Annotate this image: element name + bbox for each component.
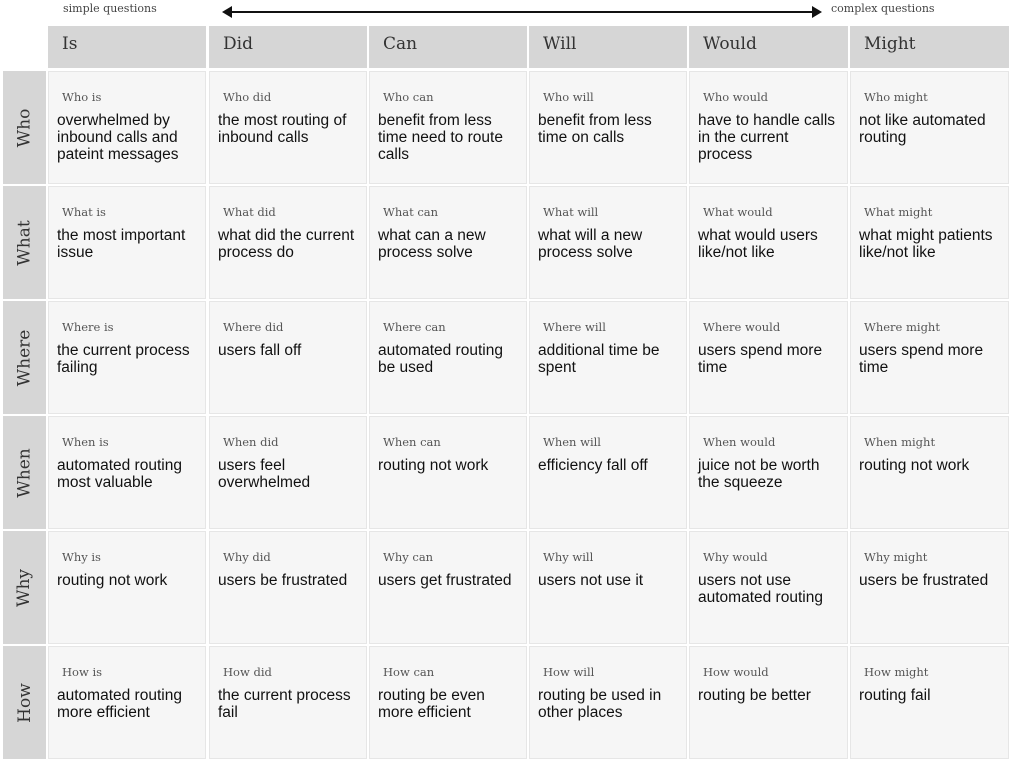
cell-question-text: juice not be worth the squeeze xyxy=(698,457,820,491)
cell-question-label: How is xyxy=(62,665,103,679)
cell-question-label: Why is xyxy=(62,550,101,564)
cell-question-label: How would xyxy=(703,665,769,679)
row-header-label: How xyxy=(14,682,35,723)
cell-question-text: efficiency fall off xyxy=(538,457,648,474)
matrix-cell xyxy=(369,646,527,759)
cell-question-text: benefit from less time need to route calls xyxy=(378,112,503,163)
matrix-cell xyxy=(689,531,848,644)
cell-question-label: When might xyxy=(864,435,936,449)
cell-question-text: what did the current process do xyxy=(218,227,355,261)
cell-question-text: routing be even more efficient xyxy=(378,687,485,721)
matrix-cell xyxy=(369,301,527,414)
matrix-cell xyxy=(369,186,527,299)
matrix-cell xyxy=(369,531,527,644)
cell-question-label: Who did xyxy=(223,90,272,104)
cell-question-label: What will xyxy=(543,205,599,219)
cell-question-text: what would users like/not like xyxy=(698,227,818,261)
cell-question-label: Why will xyxy=(543,550,594,564)
matrix-cell xyxy=(529,71,687,184)
matrix-cell xyxy=(369,71,527,184)
cell-question-text: automated routing more efficient xyxy=(57,687,182,721)
cell-question-label: What did xyxy=(223,205,276,219)
column-header-2: Can xyxy=(369,26,527,68)
matrix-cell xyxy=(850,646,1009,759)
cell-question-text: users spend more time xyxy=(698,342,823,376)
row-header-label: What xyxy=(14,219,35,266)
matrix-cell xyxy=(209,416,367,529)
matrix-cell xyxy=(48,646,206,759)
row-header-1 xyxy=(3,186,46,299)
cell-question-text: not like automated routing xyxy=(859,112,986,146)
matrix-cell xyxy=(529,416,687,529)
cell-question-label: Who is xyxy=(62,90,102,104)
cell-question-text: overwhelmed by inbound calls and pateint messages xyxy=(57,112,179,163)
column-header-4: Would xyxy=(689,26,848,68)
cell-question-label: Why would xyxy=(703,550,768,564)
row-header-0 xyxy=(3,71,46,184)
cell-question-text: the most important issue xyxy=(57,227,186,261)
cell-question-text: the most routing of inbound calls xyxy=(218,112,347,146)
complex-questions-label: complex questions xyxy=(831,2,935,15)
matrix-cell xyxy=(529,301,687,414)
cell-question-text: routing not work xyxy=(859,457,970,474)
cell-question-text: additional time be spent xyxy=(538,342,660,376)
matrix-cell xyxy=(48,71,206,184)
cell-question-text: users get frustrated xyxy=(378,572,512,589)
cell-question-text: routing be used in other places xyxy=(538,687,662,721)
column-header-0: Is xyxy=(48,26,206,68)
matrix-cell xyxy=(48,186,206,299)
matrix-cell xyxy=(529,646,687,759)
row-header-label: Why xyxy=(14,568,35,607)
row-header-3 xyxy=(3,416,46,529)
cell-question-text: routing not work xyxy=(57,572,168,589)
cell-question-label: Why can xyxy=(383,550,434,564)
matrix-cell xyxy=(209,186,367,299)
cell-question-label: What is xyxy=(62,205,106,219)
matrix-cell xyxy=(48,416,206,529)
matrix-cell xyxy=(209,531,367,644)
cell-question-text: routing fail xyxy=(859,687,931,704)
cell-question-label: When is xyxy=(62,435,109,449)
cell-question-text: the current process fail xyxy=(218,687,351,721)
matrix-cell xyxy=(850,301,1009,414)
matrix-cell xyxy=(850,186,1009,299)
cell-question-label: What might xyxy=(864,205,933,219)
cell-question-text: users be frustrated xyxy=(218,572,348,589)
matrix-cell xyxy=(529,531,687,644)
matrix-cell xyxy=(529,186,687,299)
cell-question-text: the current process failing xyxy=(57,342,190,376)
cell-question-text: what might patients like/not like xyxy=(859,227,993,261)
cell-question-text: have to handle calls in the current process xyxy=(698,112,836,163)
column-header-5: Might xyxy=(850,26,1009,68)
double-arrow-icon xyxy=(222,4,822,20)
cell-question-label: How will xyxy=(543,665,595,679)
matrix-cell xyxy=(689,646,848,759)
matrix-cell xyxy=(689,416,848,529)
matrix-cell xyxy=(689,71,848,184)
cell-question-text: users feel overwhelmed xyxy=(218,457,311,491)
row-header-5 xyxy=(3,646,46,759)
matrix-cell xyxy=(209,646,367,759)
cell-question-label: Where would xyxy=(703,320,781,334)
cell-question-text: automated routing be used xyxy=(378,342,503,376)
cell-question-text: users be frustrated xyxy=(859,572,989,589)
column-header-3: Will xyxy=(529,26,687,68)
matrix-cell xyxy=(850,71,1009,184)
column-header-1: Did xyxy=(209,26,367,68)
matrix-cell xyxy=(209,71,367,184)
row-header-label: Who xyxy=(14,108,35,147)
cell-question-label: When did xyxy=(223,435,279,449)
cell-question-label: Where did xyxy=(223,320,284,334)
cell-question-label: Where might xyxy=(864,320,940,334)
row-header-label: Where xyxy=(14,329,35,386)
cell-question-label: Where will xyxy=(543,320,606,334)
cell-question-label: How can xyxy=(383,665,435,679)
cell-question-label: When would xyxy=(703,435,776,449)
cell-question-text: routing be better xyxy=(698,687,811,704)
cell-question-label: Who would xyxy=(703,90,769,104)
matrix-cell xyxy=(209,301,367,414)
cell-question-label: Why might xyxy=(864,550,928,564)
cell-question-label: How might xyxy=(864,665,929,679)
cell-question-text: automated routing most valuable xyxy=(57,457,182,491)
cell-question-text: users spend more time xyxy=(859,342,984,376)
cell-question-label: What would xyxy=(703,205,773,219)
cell-question-label: Where can xyxy=(383,320,446,334)
cell-question-label: How did xyxy=(223,665,272,679)
row-header-4 xyxy=(3,531,46,644)
cell-question-label: When will xyxy=(543,435,601,449)
matrix-cell xyxy=(48,531,206,644)
cell-question-text: what can a new process solve xyxy=(378,227,486,261)
cell-question-label: What can xyxy=(383,205,439,219)
cell-question-label: Why did xyxy=(223,550,271,564)
matrix-cell xyxy=(48,301,206,414)
cell-question-label: When can xyxy=(383,435,441,449)
cell-question-label: Who might xyxy=(864,90,928,104)
cell-question-text: users fall off xyxy=(218,342,302,359)
cell-question-label: Who can xyxy=(383,90,434,104)
matrix-cell xyxy=(850,531,1009,644)
cell-question-label: Who will xyxy=(543,90,594,104)
matrix-cell xyxy=(689,301,848,414)
matrix-cell xyxy=(850,416,1009,529)
row-header-label: When xyxy=(14,447,35,498)
cell-question-text: users not use automated routing xyxy=(698,572,823,606)
matrix-cell xyxy=(369,416,527,529)
simple-questions-label: simple questions xyxy=(63,2,157,15)
cell-question-text: users not use it xyxy=(538,572,644,589)
row-header-2 xyxy=(3,301,46,414)
cell-question-text: what will a new process solve xyxy=(538,227,643,261)
matrix-cell xyxy=(689,186,848,299)
cell-question-label: Where is xyxy=(62,320,114,334)
cell-question-text: benefit from less time on calls xyxy=(538,112,652,146)
cell-question-text: routing not work xyxy=(378,457,489,474)
